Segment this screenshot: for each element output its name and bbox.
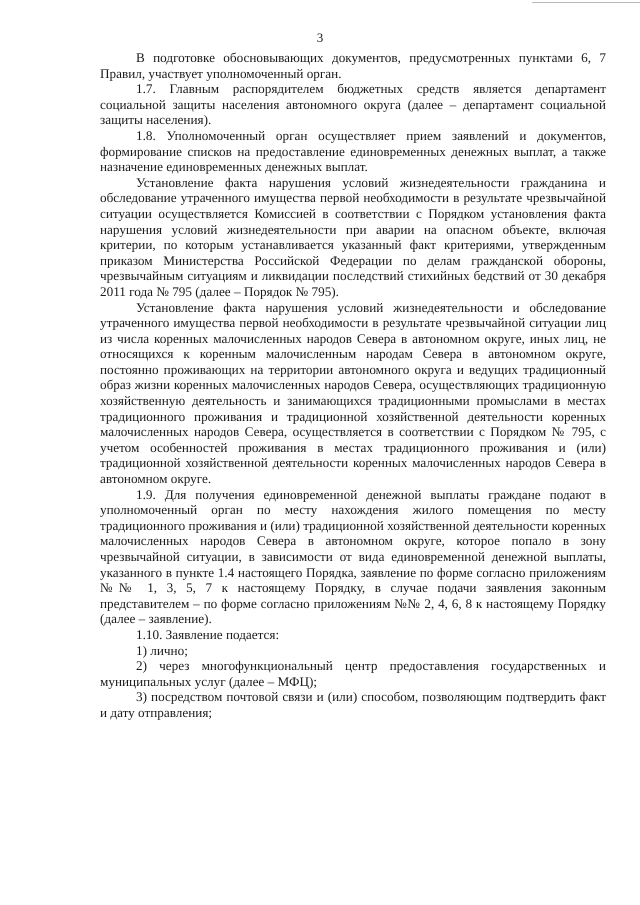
page-number: 3 [316,30,324,45]
scan-edge-mark [532,2,640,3]
list-item-postal: 3) посредством почтовой связи и (или) способом, позволяющим подтвердить факт и дату отправления; [100,689,606,720]
paragraph-indigenous-peoples: Установление факта нарушения условий жизнедеятельности и обследование утраченного имущества первой необходимости в результате чрезвычайной ситуации лиц из числа коренных малочисленных народов Севера в автономном округе, иных лиц, не относящихся к коренным малочисленным народам Севера в автономном округе, постоянно проживающих на территории автономного округа и ведущих традиционный образ жизни коренных малочисленных народов Севера, осуществляющих традиционную хозяйственную деятельность и занимающихся традиционными промыслами в местах традиционного проживания и традиционной хозяйственной деятельности коренных малочисленных народов Севера, осуществляется в соответствии с Порядком № 795, с учетом особенностей проживания в местах традиционного проживания и (или) традиционной хозяйственной деятельности коренных малочисленных народов Севера в автономном округе. [100,299,606,487]
list-item-mfc: 2) через многофункциональный центр предоставления государственных и муниципальных услуг (далее – МФЦ); [100,658,606,689]
paragraph-1-10: 1.10. Заявление подается: [136,626,280,642]
list-item-in-person: 1) лично; [136,642,188,658]
paragraph-1-8: 1.8. Уполномоченный орган осуществляет прием заявлений и документов, формирование списков на предоставление единовременных денежных выплат, а также назначение единовременных денежных выплат. [100,127,606,175]
paragraph-preparation: В подготовке обосновывающих документов, предусмотренных пунктами 6, 7 Правил, участвует уполномоченный орган. [100,50,606,81]
paragraph-1-7: 1.7. Главным распорядителем бюджетных средств является департамент социальной защиты населения автономного округа (далее – департамент социальной защиты населения). [100,81,606,128]
document-body [100,50,606,721]
paragraph-fact-establishment: Установление факта нарушения условий жизнедеятельности гражданина и обследование утраченного имущества первой необходимости в результате чрезвычайной ситуации осуществляется Комиссией в соответствии с Порядком установления факта нарушения условий жизнедеятельности при аварии на опасном объекте, включая критерии, по которым устанавливается указанный факт критериями, утвержденным приказом Министерства Российской Федерации по делам гражданской обороны, чрезвычайным ситуациям и ликвидации последствий стихийных бедствий от 30 декабря 2011 года № 795 (далее – Порядок № 795). [100,174,606,299]
paragraph-1-9: 1.9. Для получения единовременной денежной выплаты граждане подают в уполномоченный орган по месту нахождения жилого помещения по месту традиционного проживания и (или) традиционной хозяйственной деятельности коренных малочисленных народов Севера в автономном округе, которое попало в зону чрезвычайной ситуации, в зависимости от вида единовременной денежной выплаты, указанного в пункте 1.4 настоящего Порядка, заявление по форме согласно приложениям №№ 1, 3, 5, 7 к настоящему Порядку, в случае подачи заявления законным представителем – по форме согласно приложениям №№ 2, 4, 6, 8 к настоящему Порядку (далее – заявление). [100,486,606,627]
